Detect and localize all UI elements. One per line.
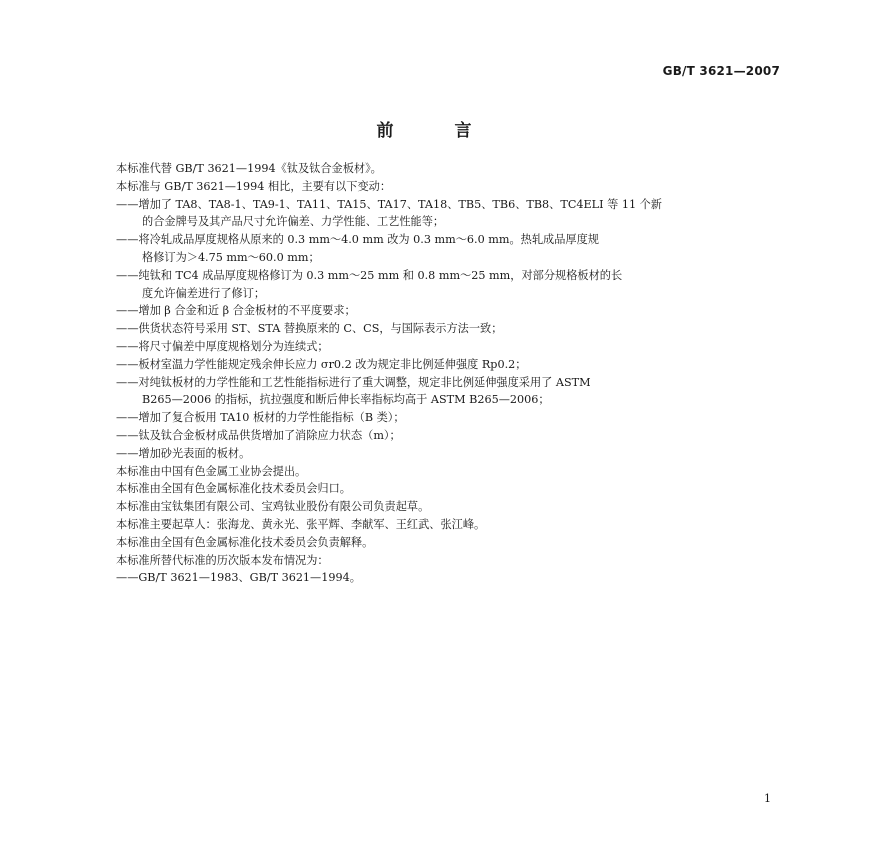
list-item-line: ——增加了复合板用 TA10 板材的力学性能指标（B 类）； [116,411,405,425]
list-item-line: ——GB/T 3621—1983、GB/T 3621—1994。 [116,571,361,585]
list-item-continuation: 格修订为＞4.75 mm～60.0 mm； [142,250,320,264]
page-number: 1 [764,792,771,805]
paragraph-line: 本标准由宝钛集团有限公司、宝鸡钛业股份有限公司负责起草。 [116,500,430,514]
list-item-continuation: B265—2006 的指标，抗拉强度和断后伸长率指标均高于 ASTM B265—2006； [142,393,550,407]
foreword-body [116,160,790,587]
list-item-line: ——增加了 TA8、TA8-1、TA9-1、TA11、TA15、TA17、TA18、TB5、TB6、TB8、TC4ELI 等 11 个新 [116,197,662,211]
standard-code: GB/T 3621—2007 [662,64,780,78]
page-title: 前 言 [376,121,494,141]
paragraph-line: 本标准代替 GB/T 3621—1994《钛及钛合金板材》。 [116,162,382,175]
list-item-line: ——将冷轧成品厚度规格从原来的 0.3 mm～4.0 mm 改为 0.3 mm～6.0 mm。热轧成品厚度规 [116,233,599,247]
list-item-line: ——对纯钛板材的力学性能和工艺性能指标进行了重大调整，规定非比例延伸强度采用了 ASTM [116,375,591,389]
list-item-line: ——增加 β 合金和近 β 合金板材的不平度要求； [116,304,356,318]
paragraph-line: 本标准所替代标准的历次版本发布情况为： [116,553,329,567]
list-item-line: ——增加砂光表面的板材。 [116,446,251,460]
paragraph-line: 本标准与 GB/T 3621—1994 相比，主要有以下变动： [116,179,392,193]
paragraph-line: 本标准由中国有色金属工业协会提出。 [116,464,307,478]
list-item-line: ——钛及钛合金板材成品供货增加了消除应力状态（m）； [116,428,401,442]
list-item-line: ——供货状态符号采用 ST、STA 替换原来的 C、CS，与国际表示方法一致； [116,322,503,336]
list-item-line: ——纯钛和 TC4 成品厚度规格修订为 0.3 mm～25 mm 和 0.8 mm～25 mm，对部分规格板材的长 [116,268,623,282]
paragraph-line: 本标准主要起草人：张海龙、黄永光、张平辉、李献军、王红武、张江峰。 [116,517,486,531]
list-item-continuation: 的合金牌号及其产品尺寸允许偏差、力学性能、工艺性能等； [142,215,445,229]
list-item-line: ——板材室温力学性能规定残余伸长应力 σr0.2 改为规定非比例延伸强度 Rp0.2； [116,357,527,371]
list-item-line: ——将尺寸偏差中厚度规格划分为连续式； [116,339,329,353]
paragraph-line: 本标准由全国有色金属标准化技术委员会归口。 [116,482,351,496]
list-item-continuation: 度允许偏差进行了修订； [142,286,266,300]
paragraph-line: 本标准由全国有色金属标准化技术委员会负责解释。 [116,535,374,549]
